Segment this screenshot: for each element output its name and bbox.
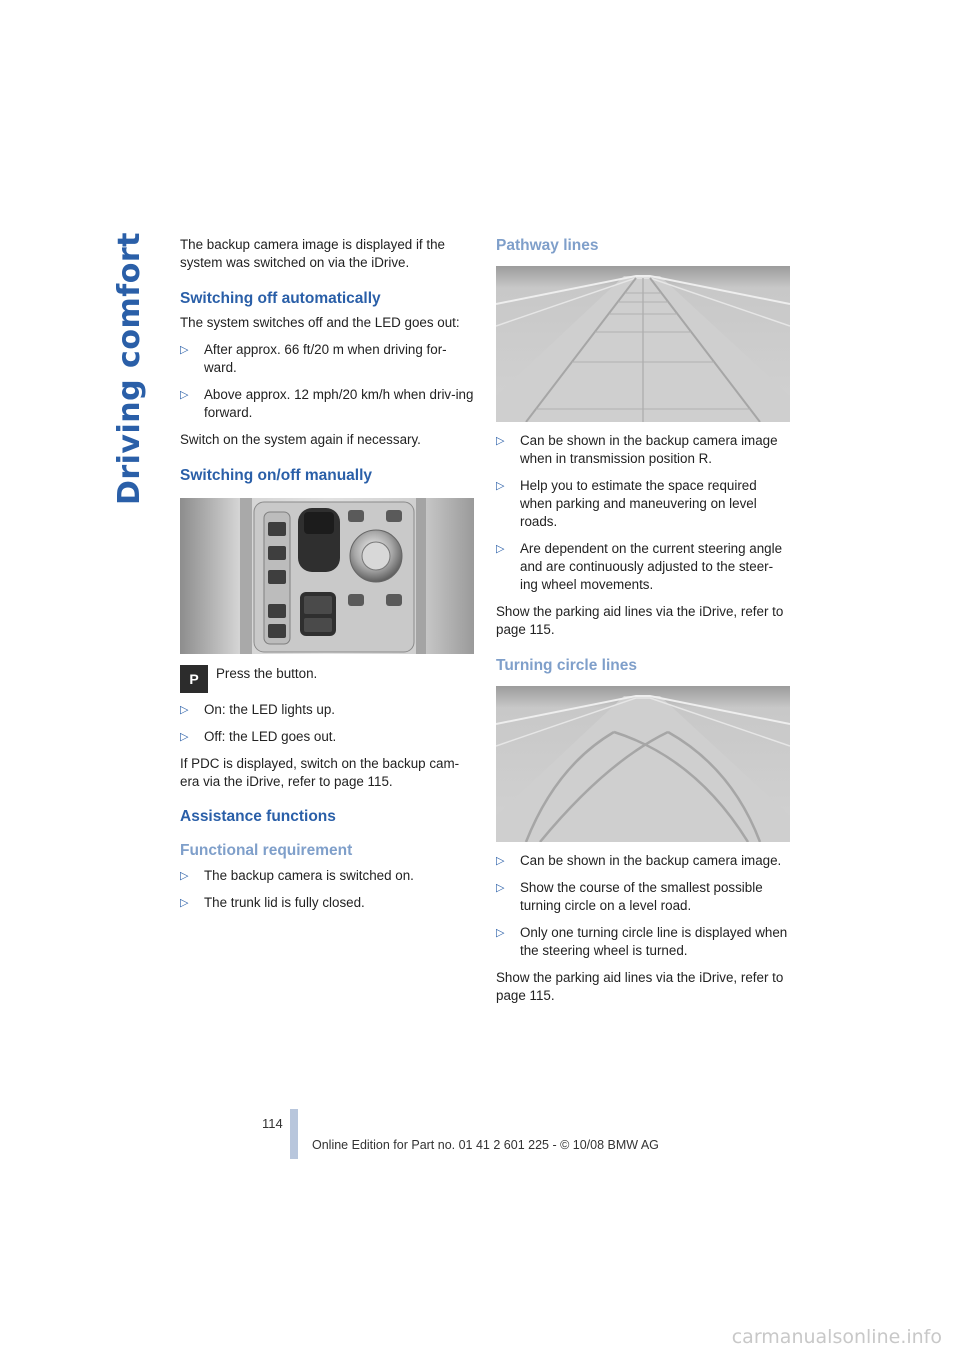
bullet-triangle-icon: ▷ [180,897,189,909]
bullet-triangle-icon: ▷ [496,480,505,492]
list-item: ▷ Help you to estimate the space required when parking and maneuvering on level roads. [496,478,757,529]
pathway-heading: Pathway lines [496,237,599,254]
press-button-row [180,665,476,701]
bullet-triangle-icon: ▷ [496,855,505,867]
intro-paragraph: The backup camera image is displayed if the system was switched on via the iDrive. [180,237,445,270]
pathway-lines-figure [496,266,790,422]
list-item: ▷ Are dependent on the current steering angle and are continuously adjusted to the steer-ing wheel movements. [496,541,783,592]
page-number: 114 [262,1116,283,1131]
manual-heading: Switching on/off manually [180,467,373,484]
list-item: ▷ Only one turning circle line is displayed when the steering wheel is turned. [496,925,788,958]
list-item: ▷ Off: the LED goes out. [180,729,337,744]
pathway-show-text: Show the parking aid lines via the iDrive, refer to page 115. [496,604,784,637]
bullet-triangle-icon: ▷ [180,870,189,882]
list-item: ▷ Can be shown in the backup camera image. [496,853,782,868]
switch-on-again-text: Switch on the system again if necessary. [180,432,421,447]
edition-footer: Online Edition for Part no. 01 41 2 601 225 - © 10/08 BMW AG [312,1138,659,1152]
turning-circle-heading: Turning circle lines [496,657,637,674]
bullet-triangle-icon: ▷ [180,704,189,716]
list-item: ▷ Can be shown in the backup camera image when in transmission position R. [496,433,778,466]
bullet-triangle-icon: ▷ [180,389,189,401]
bullet-triangle-icon: ▷ [496,435,505,447]
switch-off-heading: Switching off automatically [180,290,381,307]
list-item: ▷ After approx. 66 ft/20 m when driving for-ward. [180,342,447,375]
chapter-side-title: Driving comfort [112,232,147,506]
pdc-paragraph: If PDC is displayed, switch on the backup cam-era via the iDrive, refer to page 115. [180,756,460,789]
switch-off-text: The system switches off and the LED goes out: [180,315,460,330]
list-item: ▷ Above approx. 12 mph/20 km/h when driv-ing forward. [180,387,474,420]
bullet-triangle-icon: ▷ [496,882,505,894]
turning-circle-lines-figure [496,686,790,842]
list-item: ▷ Show the course of the smallest possible turning circle on a level road. [496,880,763,913]
list-item: ▷ The backup camera is switched on. [180,868,414,883]
bullet-triangle-icon: ▷ [180,731,189,743]
list-item: ▷ The trunk lid is fully closed. [180,895,365,910]
watermark: carmanualsonline.info [731,1326,942,1348]
press-button-text: Press the button. [216,666,318,681]
center-console-figure [180,498,474,654]
footer-accent-bar [290,1109,298,1159]
list-item: ▷ On: the LED lights up. [180,702,336,717]
bullet-triangle-icon: ▷ [496,543,505,555]
right-column [496,236,790,1014]
turning-show-text: Show the parking aid lines via the iDrive, refer to page 115. [496,970,784,1003]
bullet-triangle-icon: ▷ [180,344,189,356]
pdc-button-icon: P [180,665,208,693]
left-column [180,236,476,921]
bullet-triangle-icon: ▷ [496,927,505,939]
functional-requirement-heading: Functional requirement [180,842,353,859]
assistance-heading: Assistance functions [180,808,336,825]
